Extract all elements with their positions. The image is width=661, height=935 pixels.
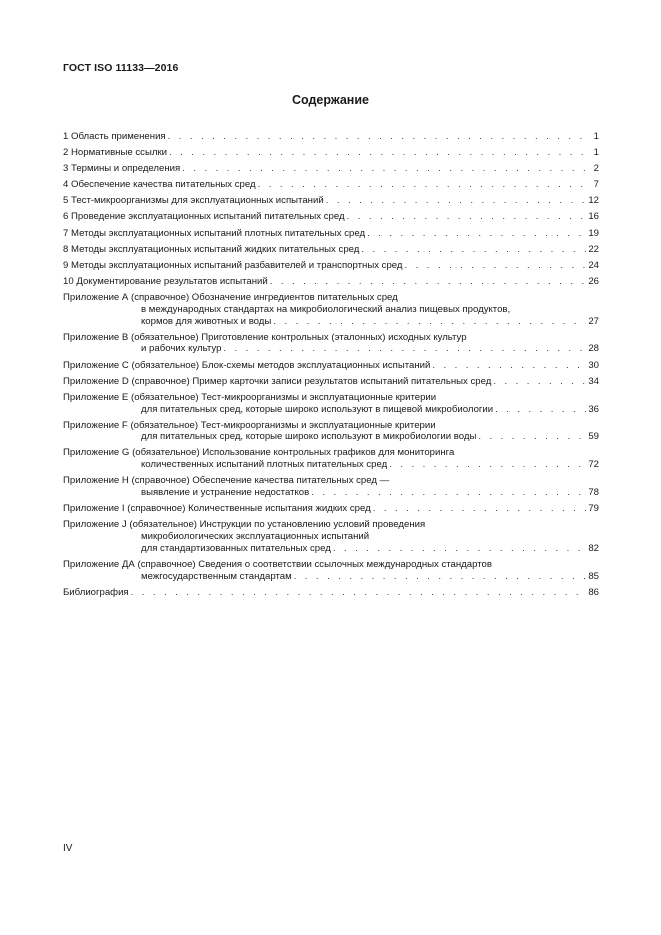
standard-header: ГОСТ ISO 11133—2016 bbox=[63, 62, 179, 74]
toc-entry-text: выявление и устранение недостатков bbox=[141, 487, 310, 499]
toc-entry-text: для стандартизованных питательных сред bbox=[141, 542, 331, 554]
dot-leader bbox=[389, 459, 586, 471]
toc-entry-text: микробиологических эксплуатационных испытаний bbox=[141, 531, 370, 543]
toc-entry-text: 1 Область применения bbox=[63, 131, 166, 142]
toc-entry-text: Приложение А (справочное) Обозначение ингредиентов питательных сред bbox=[63, 291, 398, 303]
toc-entry[interactable] bbox=[63, 179, 599, 191]
toc-entry[interactable] bbox=[63, 131, 599, 143]
toc-entry-text: 2 Нормативные ссылки bbox=[63, 147, 168, 159]
toc-page-number: 24 bbox=[588, 259, 599, 271]
dot-leader bbox=[493, 376, 586, 388]
toc-page-number: 12 bbox=[588, 195, 599, 207]
dot-leader bbox=[373, 503, 587, 515]
toc-entry[interactable] bbox=[63, 332, 599, 356]
toc-entry[interactable] bbox=[63, 376, 599, 388]
toc-entry-text: кормов для животных и воды bbox=[141, 315, 272, 327]
toc-entry-text: 9 Методы эксплуатационных испытаний разбавителей и транспортных сред bbox=[63, 259, 403, 271]
toc-entry-text: количественных испытаний плотных питательных сред bbox=[141, 459, 388, 471]
toc-page-number: 1 bbox=[593, 131, 599, 142]
toc-entry-text: в международных стандартах на микробиологический анализ пищевых продуктов, bbox=[141, 303, 511, 315]
toc-page-number: 59 bbox=[588, 431, 599, 443]
dot-leader bbox=[182, 163, 587, 175]
toc-entry[interactable] bbox=[63, 163, 599, 175]
toc-page-number: 19 bbox=[588, 227, 599, 239]
toc-entry[interactable] bbox=[63, 228, 599, 240]
toc-entry-text: Приложение ДА (справочное) Сведения о соответствии ссылочных международных стандартов bbox=[63, 559, 492, 571]
toc-entry-text: для питательных сред, которые широко используют в микробиологии воды bbox=[141, 431, 477, 443]
dot-leader bbox=[294, 571, 587, 583]
toc-entry-text: Приложение С (обязательное) Блок-схемы методов эксплуатационных испытаний bbox=[63, 359, 431, 371]
toc-entry-text: 3 Термины и определения bbox=[63, 163, 181, 175]
dot-leader bbox=[361, 244, 586, 256]
toc-page-number: 1 bbox=[593, 147, 599, 159]
dot-leader bbox=[168, 131, 587, 143]
toc-page-number: 16 bbox=[588, 211, 599, 223]
dot-leader bbox=[131, 587, 587, 599]
dot-leader bbox=[270, 276, 587, 288]
toc-page-number: 79 bbox=[588, 503, 599, 515]
dot-leader bbox=[367, 228, 586, 240]
toc-entry-text: Библиография bbox=[63, 586, 129, 598]
toc-entry[interactable] bbox=[63, 392, 599, 416]
toc-entry-text: Приложение D (справочное) Пример карточки записи результатов испытаний питательных сред bbox=[63, 375, 492, 387]
toc-entry-text: межгосударственным стандартам bbox=[141, 570, 292, 582]
toc-entry[interactable] bbox=[63, 475, 599, 499]
toc-page-number: 30 bbox=[588, 359, 599, 371]
toc-entry-text: Приложение Е (обязательное) Тест-микроорганизмы и эксплуатационные критерии bbox=[63, 391, 437, 403]
toc-entry[interactable] bbox=[63, 292, 599, 327]
toc-page-number: 36 bbox=[588, 403, 599, 415]
toc-page-number: 27 bbox=[588, 315, 599, 327]
toc-entry[interactable] bbox=[63, 559, 599, 583]
toc-page-number: 26 bbox=[588, 275, 599, 287]
dot-leader bbox=[405, 260, 587, 272]
toc-page-number: 85 bbox=[588, 570, 599, 582]
toc-entry[interactable] bbox=[63, 587, 599, 599]
toc-entry[interactable] bbox=[63, 147, 599, 159]
toc-entry-text: 10 Документирование результатов испытаний bbox=[63, 275, 268, 287]
toc-entry-text: Приложение I (справочное) Количественные испытания жидких сред bbox=[63, 503, 371, 515]
table-of-contents bbox=[63, 131, 599, 603]
page-number: IV bbox=[63, 843, 73, 854]
dot-leader bbox=[495, 404, 586, 416]
toc-page-number: 34 bbox=[588, 375, 599, 387]
dot-leader bbox=[273, 316, 586, 328]
toc-entry-text: 4 Обеспечение качества питательных сред bbox=[63, 179, 256, 191]
dot-leader bbox=[333, 543, 586, 555]
toc-entry-text: 5 Тест-микроорганизмы для эксплуатационных испытаний bbox=[63, 195, 324, 207]
toc-entry-text: и рабочих культур bbox=[141, 343, 222, 355]
toc-entry[interactable] bbox=[63, 260, 599, 272]
toc-entry[interactable] bbox=[63, 420, 599, 444]
toc-entry-text: Приложение J (обязательное) Инструкции по установлению условий проведения bbox=[63, 519, 426, 531]
toc-entry[interactable] bbox=[63, 360, 599, 372]
toc-entry-text: Приложение F (обязательное) Тест-микроорганизмы и эксплуатационные критерии bbox=[63, 419, 436, 431]
toc-page-number: 28 bbox=[588, 343, 599, 355]
dot-leader bbox=[169, 147, 587, 159]
toc-entry[interactable] bbox=[63, 244, 599, 256]
dot-leader bbox=[326, 195, 587, 207]
dot-leader bbox=[311, 487, 586, 499]
page-title: Содержание bbox=[291, 93, 369, 107]
dot-leader bbox=[478, 431, 586, 443]
toc-entry[interactable] bbox=[63, 276, 599, 288]
toc-page-number: 22 bbox=[588, 243, 599, 255]
dot-leader bbox=[347, 211, 587, 223]
dot-leader bbox=[432, 360, 586, 372]
toc-entry-text: Приложение Н (справочное) Обеспечение качества питательных сред — bbox=[63, 475, 390, 487]
toc-page-number: 2 bbox=[593, 163, 599, 175]
toc-page-number: 72 bbox=[588, 459, 599, 471]
toc-page-number: 78 bbox=[588, 487, 599, 499]
toc-entry-text: для питательных сред, которые широко используют в пищевой микробиологии bbox=[141, 403, 494, 415]
toc-page-number: 82 bbox=[588, 542, 599, 554]
toc-page-number: 86 bbox=[588, 586, 599, 598]
toc-entry[interactable] bbox=[63, 211, 599, 223]
dot-leader bbox=[258, 179, 587, 191]
toc-entry-text: 7 Методы эксплуатационных испытаний плотных питательных сред bbox=[63, 227, 366, 239]
toc-entry-text: Приложение В (обязательное) Приготовление контрольных (эталонных) исходных культур bbox=[63, 331, 467, 343]
toc-entry[interactable] bbox=[63, 195, 599, 207]
toc-entry[interactable] bbox=[63, 503, 599, 515]
toc-entry-text: Приложение G (обязательное) Использование контрольных графиков для мониторинга bbox=[63, 447, 455, 459]
toc-page-number: 7 bbox=[593, 179, 599, 191]
toc-entry-text: 6 Проведение эксплуатационных испытаний питательных сред bbox=[63, 211, 345, 223]
toc-entry-text: 8 Методы эксплуатационных испытаний жидких питательных сред bbox=[63, 243, 360, 255]
toc-entry[interactable] bbox=[63, 519, 599, 554]
dot-leader bbox=[223, 343, 586, 355]
toc-entry[interactable] bbox=[63, 447, 599, 471]
